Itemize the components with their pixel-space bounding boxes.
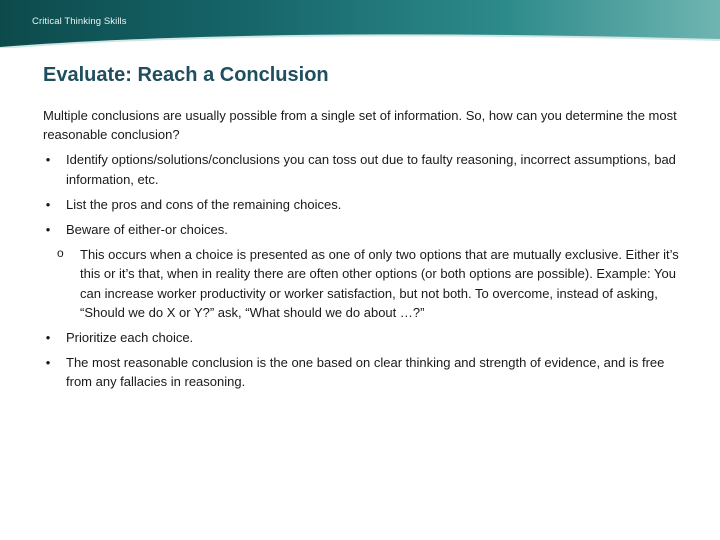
bullet-text: The most reasonable conclusion is the one based on clear thinking and strength of evidence, and is free from any fallacies in reasoning.: [66, 355, 665, 390]
bullet-item: [43, 150, 683, 188]
intro-paragraph: Multiple conclusions are usually possible from a single set of information. So, how can you determine the most reasonable conclusion?: [43, 108, 677, 143]
bullet-item: [43, 353, 683, 391]
slide-title: Evaluate: Reach a Conclusion: [43, 64, 329, 86]
bullet-text: List the pros and cons of the remaining choices.: [66, 196, 342, 212]
header-swoosh-decoration: [0, 30, 720, 48]
bullet-marker: •: [45, 355, 51, 371]
sub-bullet-list: [43, 245, 683, 322]
sub-bullet-marker: o: [57, 246, 64, 261]
bullet-marker: •: [45, 330, 51, 346]
slide-content: [43, 106, 683, 398]
bullet-marker: •: [45, 196, 51, 212]
bullet-item: [43, 220, 683, 239]
header-title: Critical Thinking Skills: [32, 16, 127, 27]
bullet-list-continued: [43, 328, 683, 392]
bullet-list: [43, 150, 683, 239]
bullet-text: Identify options/solutions/conclusions you can toss out due to faulty reasoning, incorrect assumptions, bad information, etc.: [66, 152, 676, 187]
header-band: [0, 0, 720, 48]
sub-bullet-text: This occurs when a choice is presented as one of only two options that are mutually exclusive. Either it’s this or it’s that, when in reality there are often other options (or both options are possible). Example: You can increase worker productivity or worker satisfaction, but not both. To overcome, instead of asking, “Should we do X or Y?” ask, “What should we do about …?”: [80, 247, 679, 320]
bullet-item: [43, 328, 683, 347]
sub-bullet-item: [57, 245, 683, 322]
bullet-marker: •: [45, 152, 51, 168]
bullet-item: [43, 195, 683, 214]
bullet-text: Prioritize each choice.: [66, 330, 194, 346]
bullet-text: Beware of either-or choices.: [66, 222, 228, 238]
bullet-marker: •: [45, 222, 51, 238]
